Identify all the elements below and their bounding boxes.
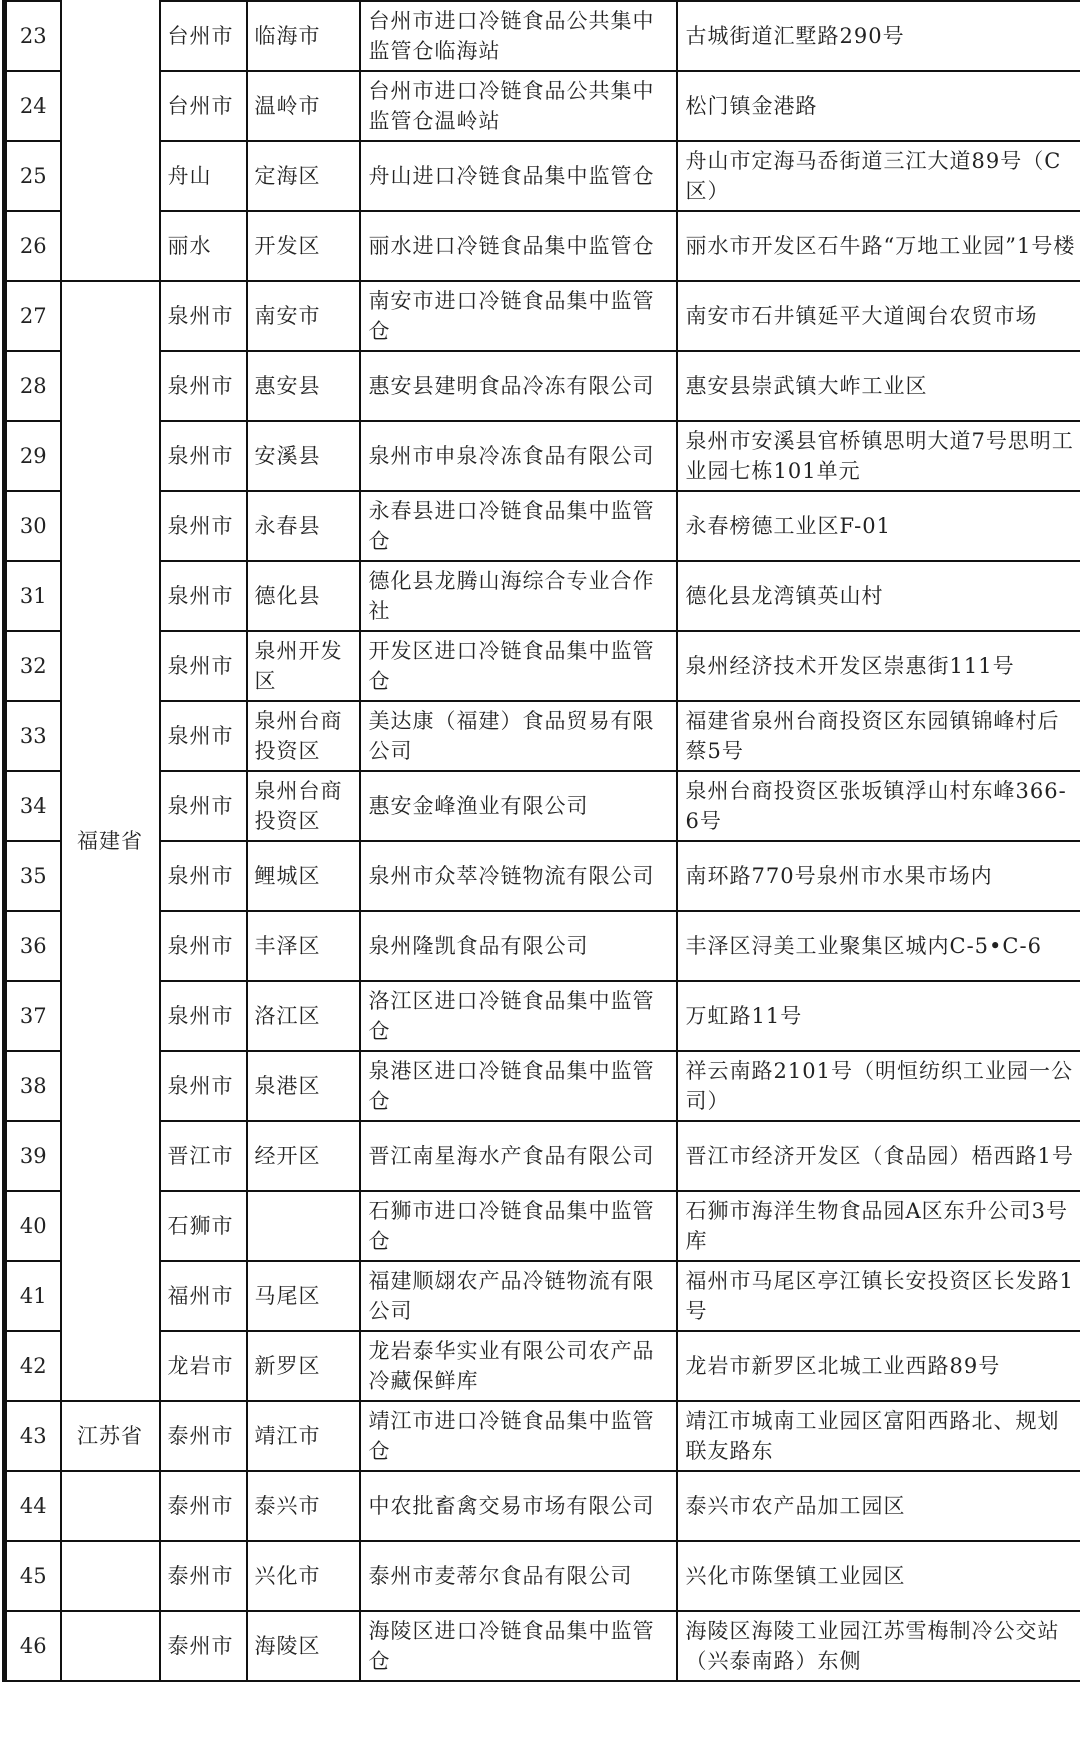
province-cell [61, 1611, 160, 1681]
row-number-cell: 27 [5, 281, 61, 351]
row-number-cell: 40 [5, 1191, 61, 1261]
city-cell: 石狮市 [160, 1191, 247, 1261]
city-cell: 台州市 [160, 1, 247, 71]
table-row [5, 491, 1080, 561]
district-cell: 鲤城区 [247, 841, 360, 911]
city-cell: 泉州市 [160, 631, 247, 701]
district-cell: 泰兴市 [247, 1471, 360, 1541]
province-cell [61, 1471, 160, 1541]
table-row [5, 841, 1080, 911]
city-cell: 台州市 [160, 71, 247, 141]
address-cell: 泰兴市农产品加工园区 [677, 1471, 1080, 1541]
district-cell: 泉州开发区 [247, 631, 360, 701]
district-cell: 丰泽区 [247, 911, 360, 981]
city-cell: 泉州市 [160, 771, 247, 841]
facility-name-cell: 海陵区进口冷链食品集中监管仓 [360, 1611, 677, 1681]
address-cell: 泉州经济技术开发区崇惠街111号 [677, 631, 1080, 701]
table-row [5, 1541, 1080, 1611]
facility-name-cell: 福建顺翃农产品冷链物流有限公司 [360, 1261, 677, 1331]
table-row [5, 141, 1080, 211]
facility-name-cell: 美达康（福建）食品贸易有限公司 [360, 701, 677, 771]
facility-name-cell: 泉州市申泉冷冻食品有限公司 [360, 421, 677, 491]
row-number-cell: 29 [5, 421, 61, 491]
address-cell: 靖江市城南工业园区富阳西路北、规划联友路东 [677, 1401, 1080, 1471]
city-cell: 泉州市 [160, 281, 247, 351]
district-cell: 靖江市 [247, 1401, 360, 1471]
district-cell: 新罗区 [247, 1331, 360, 1401]
row-number-cell: 26 [5, 211, 61, 281]
city-cell: 泉州市 [160, 981, 247, 1051]
address-cell: 祥云南路2101号（明恒纺织工业园一公司） [677, 1051, 1080, 1121]
table-row [5, 1611, 1080, 1681]
row-number-cell: 37 [5, 981, 61, 1051]
district-cell: 经开区 [247, 1121, 360, 1191]
district-cell: 惠安县 [247, 351, 360, 421]
facility-name-cell: 泉州市众萃冷链物流有限公司 [360, 841, 677, 911]
district-cell: 安溪县 [247, 421, 360, 491]
district-cell: 泉州台商投资区 [247, 771, 360, 841]
table-row [5, 281, 1080, 351]
table-row [5, 1331, 1080, 1401]
facility-name-cell: 台州市进口冷链食品公共集中监管仓临海站 [360, 1, 677, 71]
address-cell: 泉州市安溪县官桥镇思明大道7号思明工业园七栋101单元 [677, 421, 1080, 491]
city-cell: 泉州市 [160, 561, 247, 631]
city-cell: 泉州市 [160, 421, 247, 491]
table-row [5, 561, 1080, 631]
table-row [5, 421, 1080, 491]
table-body [5, 1, 1080, 1681]
city-cell: 泉州市 [160, 491, 247, 561]
district-cell: 海陵区 [247, 1611, 360, 1681]
province-cell [61, 1, 160, 281]
city-cell: 丽水 [160, 211, 247, 281]
province-cell: 福建省 [61, 281, 160, 1401]
city-cell: 泰州市 [160, 1471, 247, 1541]
table-row [5, 1401, 1080, 1471]
row-number-cell: 23 [5, 1, 61, 71]
row-number-cell: 38 [5, 1051, 61, 1121]
city-cell: 泰州市 [160, 1401, 247, 1471]
district-cell: 温岭市 [247, 71, 360, 141]
row-number-cell: 39 [5, 1121, 61, 1191]
city-cell: 泉州市 [160, 841, 247, 911]
city-cell: 泰州市 [160, 1611, 247, 1681]
district-cell: 定海区 [247, 141, 360, 211]
table-row [5, 701, 1080, 771]
district-cell: 永春县 [247, 491, 360, 561]
city-cell: 泰州市 [160, 1541, 247, 1611]
table-row [5, 71, 1080, 141]
district-cell: 兴化市 [247, 1541, 360, 1611]
facility-name-cell: 石狮市进口冷链食品集中监管仓 [360, 1191, 677, 1261]
row-number-cell: 28 [5, 351, 61, 421]
row-number-cell: 36 [5, 911, 61, 981]
row-number-cell: 42 [5, 1331, 61, 1401]
district-cell: 泉港区 [247, 1051, 360, 1121]
city-cell: 泉州市 [160, 351, 247, 421]
row-number-cell: 35 [5, 841, 61, 911]
row-number-cell: 33 [5, 701, 61, 771]
row-number-cell: 45 [5, 1541, 61, 1611]
city-cell: 泉州市 [160, 911, 247, 981]
table-row [5, 1051, 1080, 1121]
district-cell: 开发区 [247, 211, 360, 281]
address-cell: 古城街道汇墅路290号 [677, 1, 1080, 71]
address-cell: 丽水市开发区石牛路“万地工业园”1号楼 [677, 211, 1080, 281]
table-row [5, 211, 1080, 281]
facility-name-cell: 南安市进口冷链食品集中监管仓 [360, 281, 677, 351]
address-cell: 龙岩市新罗区北城工业西路89号 [677, 1331, 1080, 1401]
row-number-cell: 46 [5, 1611, 61, 1681]
row-number-cell: 25 [5, 141, 61, 211]
address-cell: 福州市马尾区亭江镇长安投资区长发路1号 [677, 1261, 1080, 1331]
city-cell: 泉州市 [160, 1051, 247, 1121]
address-cell: 南安市石井镇延平大道闽台农贸市场 [677, 281, 1080, 351]
table-row [5, 1191, 1080, 1261]
facility-name-cell: 龙岩泰华实业有限公司农产品冷藏保鲜库 [360, 1331, 677, 1401]
district-cell: 南安市 [247, 281, 360, 351]
row-number-cell: 44 [5, 1471, 61, 1541]
district-cell: 德化县 [247, 561, 360, 631]
facility-name-cell: 泉州隆凯食品有限公司 [360, 911, 677, 981]
address-cell: 惠安县崇武镇大岞工业区 [677, 351, 1080, 421]
facility-name-cell: 惠安县建明食品冷冻有限公司 [360, 351, 677, 421]
facility-name-cell: 晋江南星海水产食品有限公司 [360, 1121, 677, 1191]
province-cell [61, 1541, 160, 1611]
table-row [5, 1261, 1080, 1331]
address-cell: 晋江市经济开发区（食品园）梧西路1号 [677, 1121, 1080, 1191]
facility-name-cell: 丽水进口冷链食品集中监管仓 [360, 211, 677, 281]
row-number-cell: 34 [5, 771, 61, 841]
province-cell: 江苏省 [61, 1401, 160, 1471]
district-cell: 洛江区 [247, 981, 360, 1051]
city-cell: 舟山 [160, 141, 247, 211]
facility-name-cell: 泰州市麦蒂尔食品有限公司 [360, 1541, 677, 1611]
row-number-cell: 32 [5, 631, 61, 701]
table-row [5, 351, 1080, 421]
address-cell: 海陵区海陵工业园江苏雪梅制冷公交站（兴泰南路）东侧 [677, 1611, 1080, 1681]
row-number-cell: 41 [5, 1261, 61, 1331]
facility-name-cell: 德化县龙腾山海综合专业合作社 [360, 561, 677, 631]
table-row [5, 771, 1080, 841]
row-number-cell: 43 [5, 1401, 61, 1471]
facility-name-cell: 台州市进口冷链食品公共集中监管仓温岭站 [360, 71, 677, 141]
address-cell: 南环路770号泉州市水果市场内 [677, 841, 1080, 911]
facility-name-cell: 开发区进口冷链食品集中监管仓 [360, 631, 677, 701]
city-cell: 龙岩市 [160, 1331, 247, 1401]
district-cell: 马尾区 [247, 1261, 360, 1331]
facility-name-cell: 舟山进口冷链食品集中监管仓 [360, 141, 677, 211]
table-row [5, 981, 1080, 1051]
city-cell: 福州市 [160, 1261, 247, 1331]
address-cell: 兴化市陈堡镇工业园区 [677, 1541, 1080, 1611]
row-number-cell: 24 [5, 71, 61, 141]
address-cell: 丰泽区浔美工业聚集区城内C-5•C-6 [677, 911, 1080, 981]
table-row [5, 1, 1080, 71]
address-cell: 松门镇金港路 [677, 71, 1080, 141]
city-cell: 泉州市 [160, 701, 247, 771]
district-cell [247, 1191, 360, 1261]
address-cell: 舟山市定海马岙街道三江大道89号（C区） [677, 141, 1080, 211]
facility-name-cell: 永春县进口冷链食品集中监管仓 [360, 491, 677, 561]
address-cell: 永春榜德工业区F-01 [677, 491, 1080, 561]
address-cell: 德化县龙湾镇英山村 [677, 561, 1080, 631]
table-row [5, 631, 1080, 701]
facility-name-cell: 泉港区进口冷链食品集中监管仓 [360, 1051, 677, 1121]
address-cell: 万虹路11号 [677, 981, 1080, 1051]
cold-chain-warehouse-table [2, 0, 1080, 1682]
facility-name-cell: 洛江区进口冷链食品集中监管仓 [360, 981, 677, 1051]
district-cell: 临海市 [247, 1, 360, 71]
address-cell: 福建省泉州台商投资区东园镇锦峰村后蔡5号 [677, 701, 1080, 771]
table-row [5, 911, 1080, 981]
city-cell: 晋江市 [160, 1121, 247, 1191]
facility-name-cell: 中农批畜禽交易市场有限公司 [360, 1471, 677, 1541]
address-cell: 石狮市海洋生物食品园A区东升公司3号库 [677, 1191, 1080, 1261]
row-number-cell: 30 [5, 491, 61, 561]
district-cell: 泉州台商投资区 [247, 701, 360, 771]
facility-name-cell: 惠安金峰渔业有限公司 [360, 771, 677, 841]
address-cell: 泉州台商投资区张坂镇浮山村东峰366-6号 [677, 771, 1080, 841]
row-number-cell: 31 [5, 561, 61, 631]
table-row [5, 1471, 1080, 1541]
table-row [5, 1121, 1080, 1191]
facility-name-cell: 靖江市进口冷链食品集中监管仓 [360, 1401, 677, 1471]
